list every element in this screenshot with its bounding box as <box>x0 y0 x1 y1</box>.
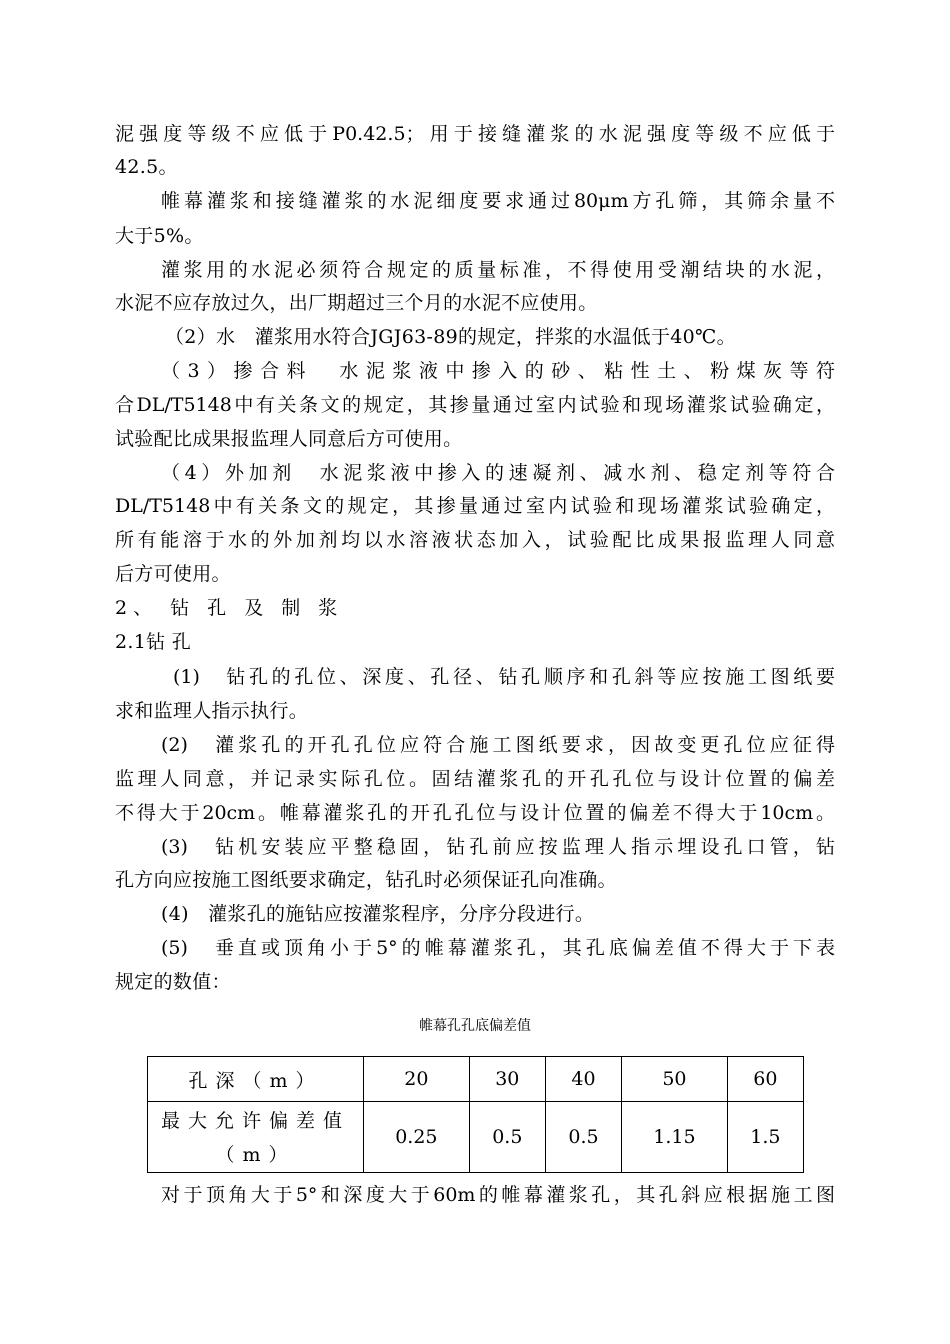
table-header-label: 孔深（m） <box>148 1057 364 1102</box>
table-cell: 1.15 <box>622 1102 728 1173</box>
paragraph-line: 大于5%。 <box>115 225 204 247</box>
table-row <box>148 1102 804 1173</box>
table-cell: 1.5 <box>727 1102 803 1173</box>
paragraph-line: 合DL/T5148中有关条文的规定，其掺量通过室内试验和现场灌浆试验确定， <box>115 394 835 416</box>
table-cell: 0.5 <box>469 1102 545 1173</box>
table-cell: 30 <box>469 1057 545 1102</box>
table-cell: 60 <box>727 1057 803 1102</box>
paragraph-line: 求和监理人指示执行。 <box>115 700 309 722</box>
paragraph-line: (1) 钻孔的孔位、深度、孔径、钻孔顺序和孔斜等应按施工图纸要 <box>173 666 835 688</box>
paragraph-line: (2) 灌浆孔的开孔孔位应符合施工图纸要求，因故变更孔位应征得 <box>161 734 835 756</box>
table-caption: 帷幕孔孔底偏差值 <box>419 1018 531 1034</box>
paragraph-line: 监理人同意，并记录实际孔位。固结灌浆孔的开孔孔位与设计位置的偏差 <box>115 768 835 790</box>
section-heading: 2、 钻 孔 及 制 浆 <box>115 597 344 619</box>
table-cell: 40 <box>545 1057 621 1102</box>
paragraph-line: 不得大于20cm。帷幕灌浆孔的开孔孔位与设计位置的偏差不得大于10cm。 <box>115 802 835 824</box>
paragraph-line: (4) 灌浆孔的施钻应按灌浆程序，分序分段进行。 <box>161 903 595 925</box>
table-cell: 50 <box>622 1057 728 1102</box>
paragraph-line: （4）外加剂 水泥浆液中掺入的速凝剂、减水剂、稳定剂等符合 <box>161 462 835 484</box>
paragraph-line: 帷幕灌浆和接缝灌浆的水泥细度要求通过80μm方孔筛，其筛余量不 <box>161 190 835 212</box>
table-row <box>148 1057 804 1102</box>
paragraph-line: 所有能溶于水的外加剂均以水溶液状态加入，试验配比成果报监理人同意 <box>115 529 835 551</box>
paragraph-line: DL/T5148中有关条文的规定，其掺量通过室内试验和现场灌浆试验确定， <box>115 495 835 517</box>
paragraph-line: 灌浆用的水泥必须符合规定的质量标准，不得使用受潮结块的水泥， <box>161 259 835 281</box>
table-cell: 0.5 <box>545 1102 621 1173</box>
paragraph-line: 后方可使用。 <box>115 563 231 585</box>
paragraph-line: （2）水 灌浆用水符合JGJ63-89的规定，拌浆的水温低于40℃。 <box>165 326 736 348</box>
paragraph-line: 孔方向应按施工图纸要求确定，钻孔时必须保证孔向准确。 <box>115 869 617 891</box>
table-cell: 20 <box>364 1057 470 1102</box>
paragraph-line: (5) 垂直或顶角小于5°的帷幕灌浆孔，其孔底偏差值不得大于下表 <box>161 937 835 959</box>
paragraph-line: （3）掺合料 水泥浆液中掺入的砂、粘性土、粉煤灰等符 <box>161 360 835 382</box>
deviation-table <box>147 1056 804 1166</box>
paragraph-line: (3) 钻机安装应平整稳固，钻孔前应按监理人指示埋设孔口管，钻 <box>161 836 835 858</box>
paragraph-line: 42.5。 <box>115 156 178 178</box>
paragraph-line: 试验配比成果报监理人同意后方可使用。 <box>115 428 463 450</box>
paragraph-line: 规定的数值： <box>115 971 231 993</box>
table-cell: 0.25 <box>364 1102 470 1173</box>
paragraph-line: 泥强度等级不应低于P0.42.5；用于接缝灌浆的水泥强度等级不应低于 <box>115 123 835 145</box>
subsection-heading: 2.1钻 孔 <box>115 631 192 653</box>
paragraph-line: 水泥不应存放过久，出厂期超过三个月的水泥不应使用。 <box>115 292 598 314</box>
table-row-label: 最大允许偏差值（m） <box>148 1102 364 1173</box>
paragraph-line: 对于顶角大于5°和深度大于60m的帷幕灌浆孔，其孔斜应根据施工图 <box>161 1184 835 1206</box>
